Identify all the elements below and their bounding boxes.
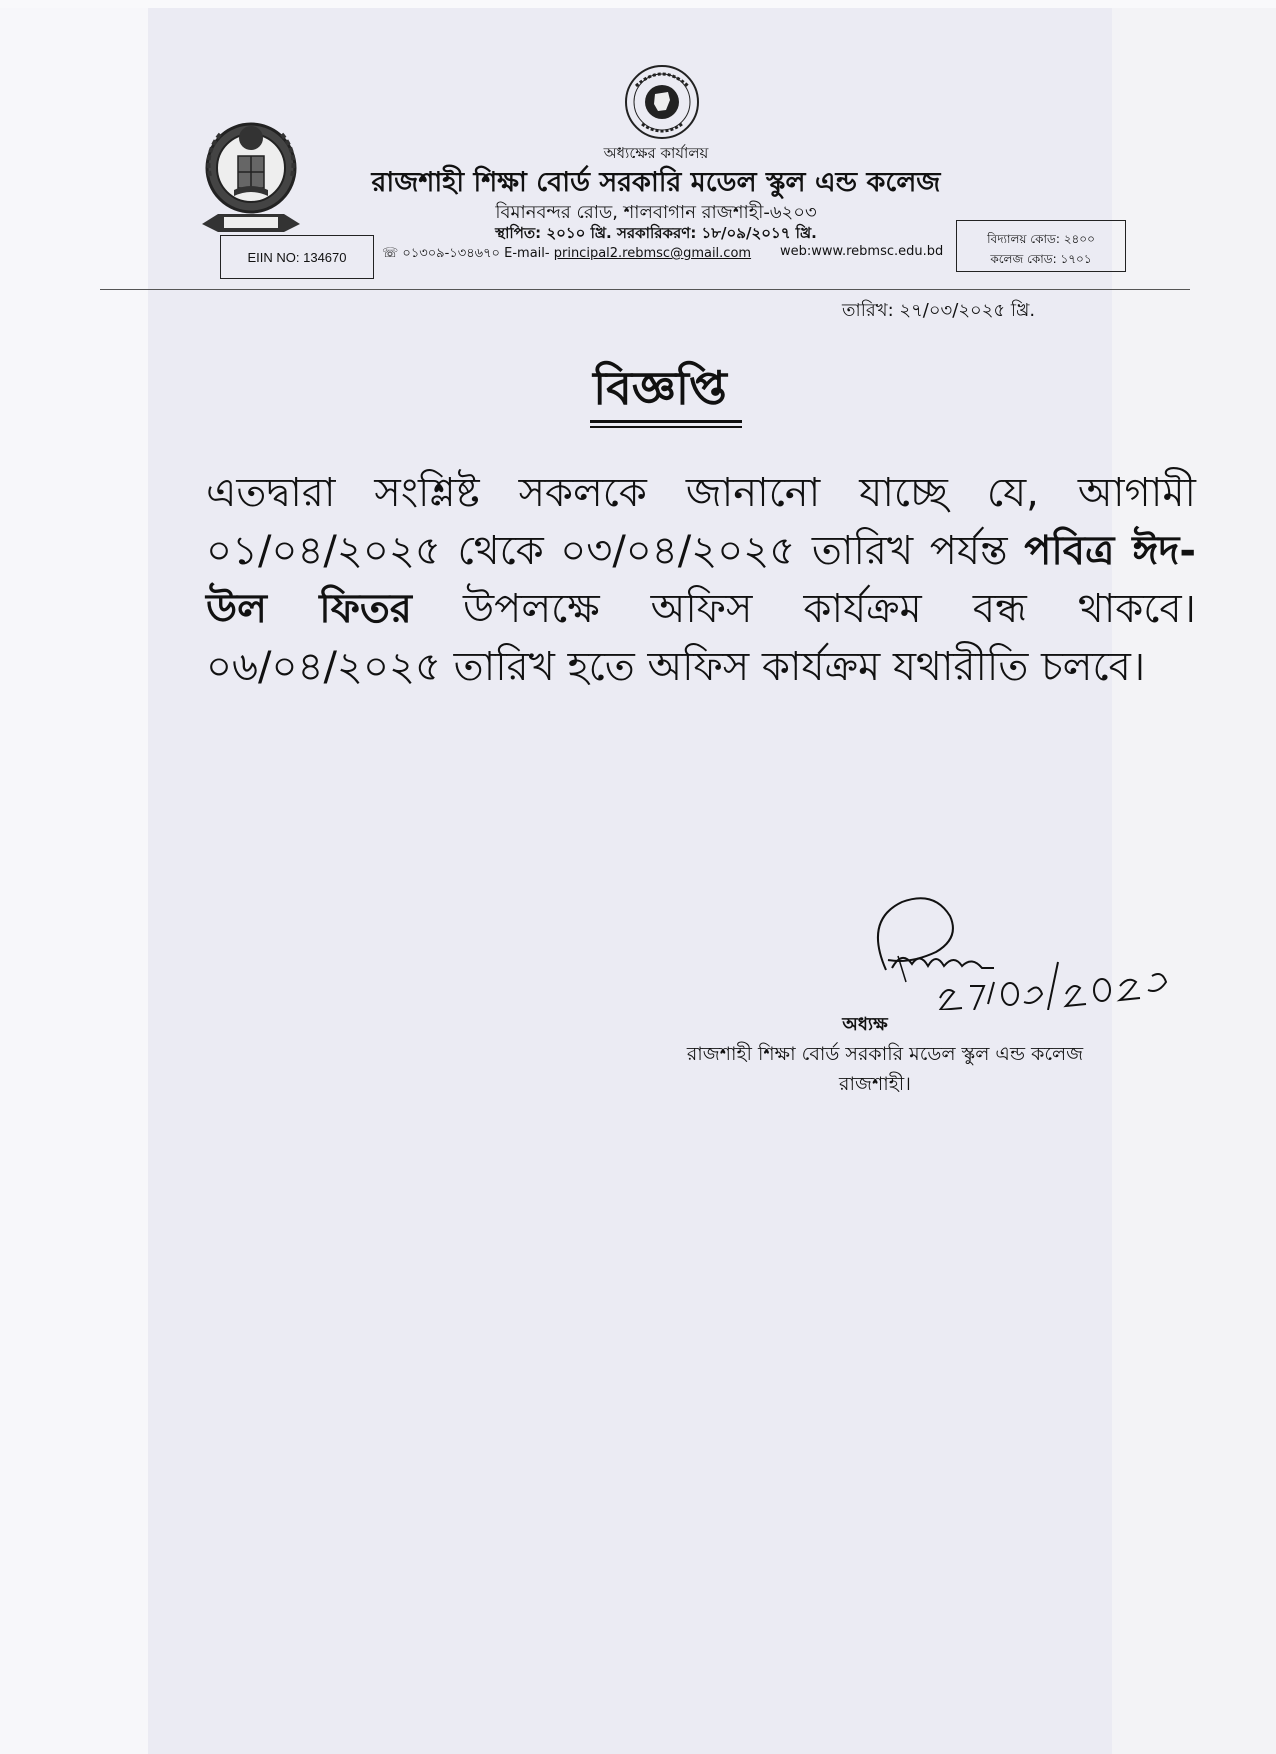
college-code: কলেজ কোড: ১৭০১ [990, 252, 1092, 266]
phone-number: ☏ ০১৩০৯-১৩৪৬৭০ [382, 246, 500, 261]
signer-city: রাজশাহী। [839, 1073, 911, 1095]
principal-signature-icon [862, 890, 1192, 1010]
institution-name: রাজশাহী শিক্ষা বোর্ড সরকারি মডেল স্কুল এন্ড কলেজ [371, 167, 941, 198]
paper-margin-left [0, 0, 148, 1754]
eiin-box [220, 235, 374, 279]
notice-title: বিজ্ঞপ্তি [593, 361, 727, 415]
holiday-name: পবিত্র ঈদ-উল ফিতর [206, 528, 1196, 632]
website-link[interactable]: web:www.rebmsc.edu.bd [780, 244, 944, 259]
contact-line [382, 244, 751, 265]
title-underline-second [590, 426, 742, 428]
notice-date: তারিখ: ২৭/০৩/২০২৫ খ্রি. [842, 300, 1036, 321]
office-label: অধ্যক্ষের কার্যালয় [603, 144, 709, 162]
paper-margin-right [1112, 0, 1276, 1754]
header-divider [100, 289, 1190, 290]
title-underline [590, 420, 742, 423]
email-link[interactable]: principal2.rebmsc@gmail.com [553, 246, 752, 261]
establishment-dates: স্থাপিত: ২০১০ খ্রি. সরকারিকরণ: ১৮/০৯/২০১৭ খ্রি. [495, 224, 817, 242]
eiin-number: EIIN NO: 134670 [247, 249, 347, 265]
government-seal-icon [622, 64, 702, 140]
signer-title: অধ্যক্ষ [842, 1014, 888, 1035]
signer-institution: রাজশাহী শিক্ষা বোর্ড সরকারি মডেল স্কুল এন্ড কলেজ [686, 1043, 1084, 1065]
notice-body-part2: উপলক্ষে অফিস কার্যক্রম বন্ধ থাকবে। ০৬/০৪/২০২৫ তারিখ হতে অফিস কার্যক্রম যথারীতি চলবে। [206, 586, 1196, 690]
email-prefix: E-mail- [504, 246, 550, 261]
notice-body [206, 464, 1196, 696]
school-code: বিদ্যালয় কোড: ২৪০০ [987, 232, 1095, 246]
paper-top-edge [0, 0, 1276, 8]
institution-code-box [956, 220, 1126, 272]
notice-body-part1: এতদ্বারা সংশ্লিষ্ট সকলকে জানানো যাচ্ছে যে, আগামী ০১/০৪/২০২৫ থেকে ০৩/০৪/২০২৫ তারিখ পর্যন্ত [206, 470, 1196, 574]
institution-address: বিমানবন্দর রোড, শালবাগান রাজশাহী-৬২০৩ [495, 202, 817, 223]
